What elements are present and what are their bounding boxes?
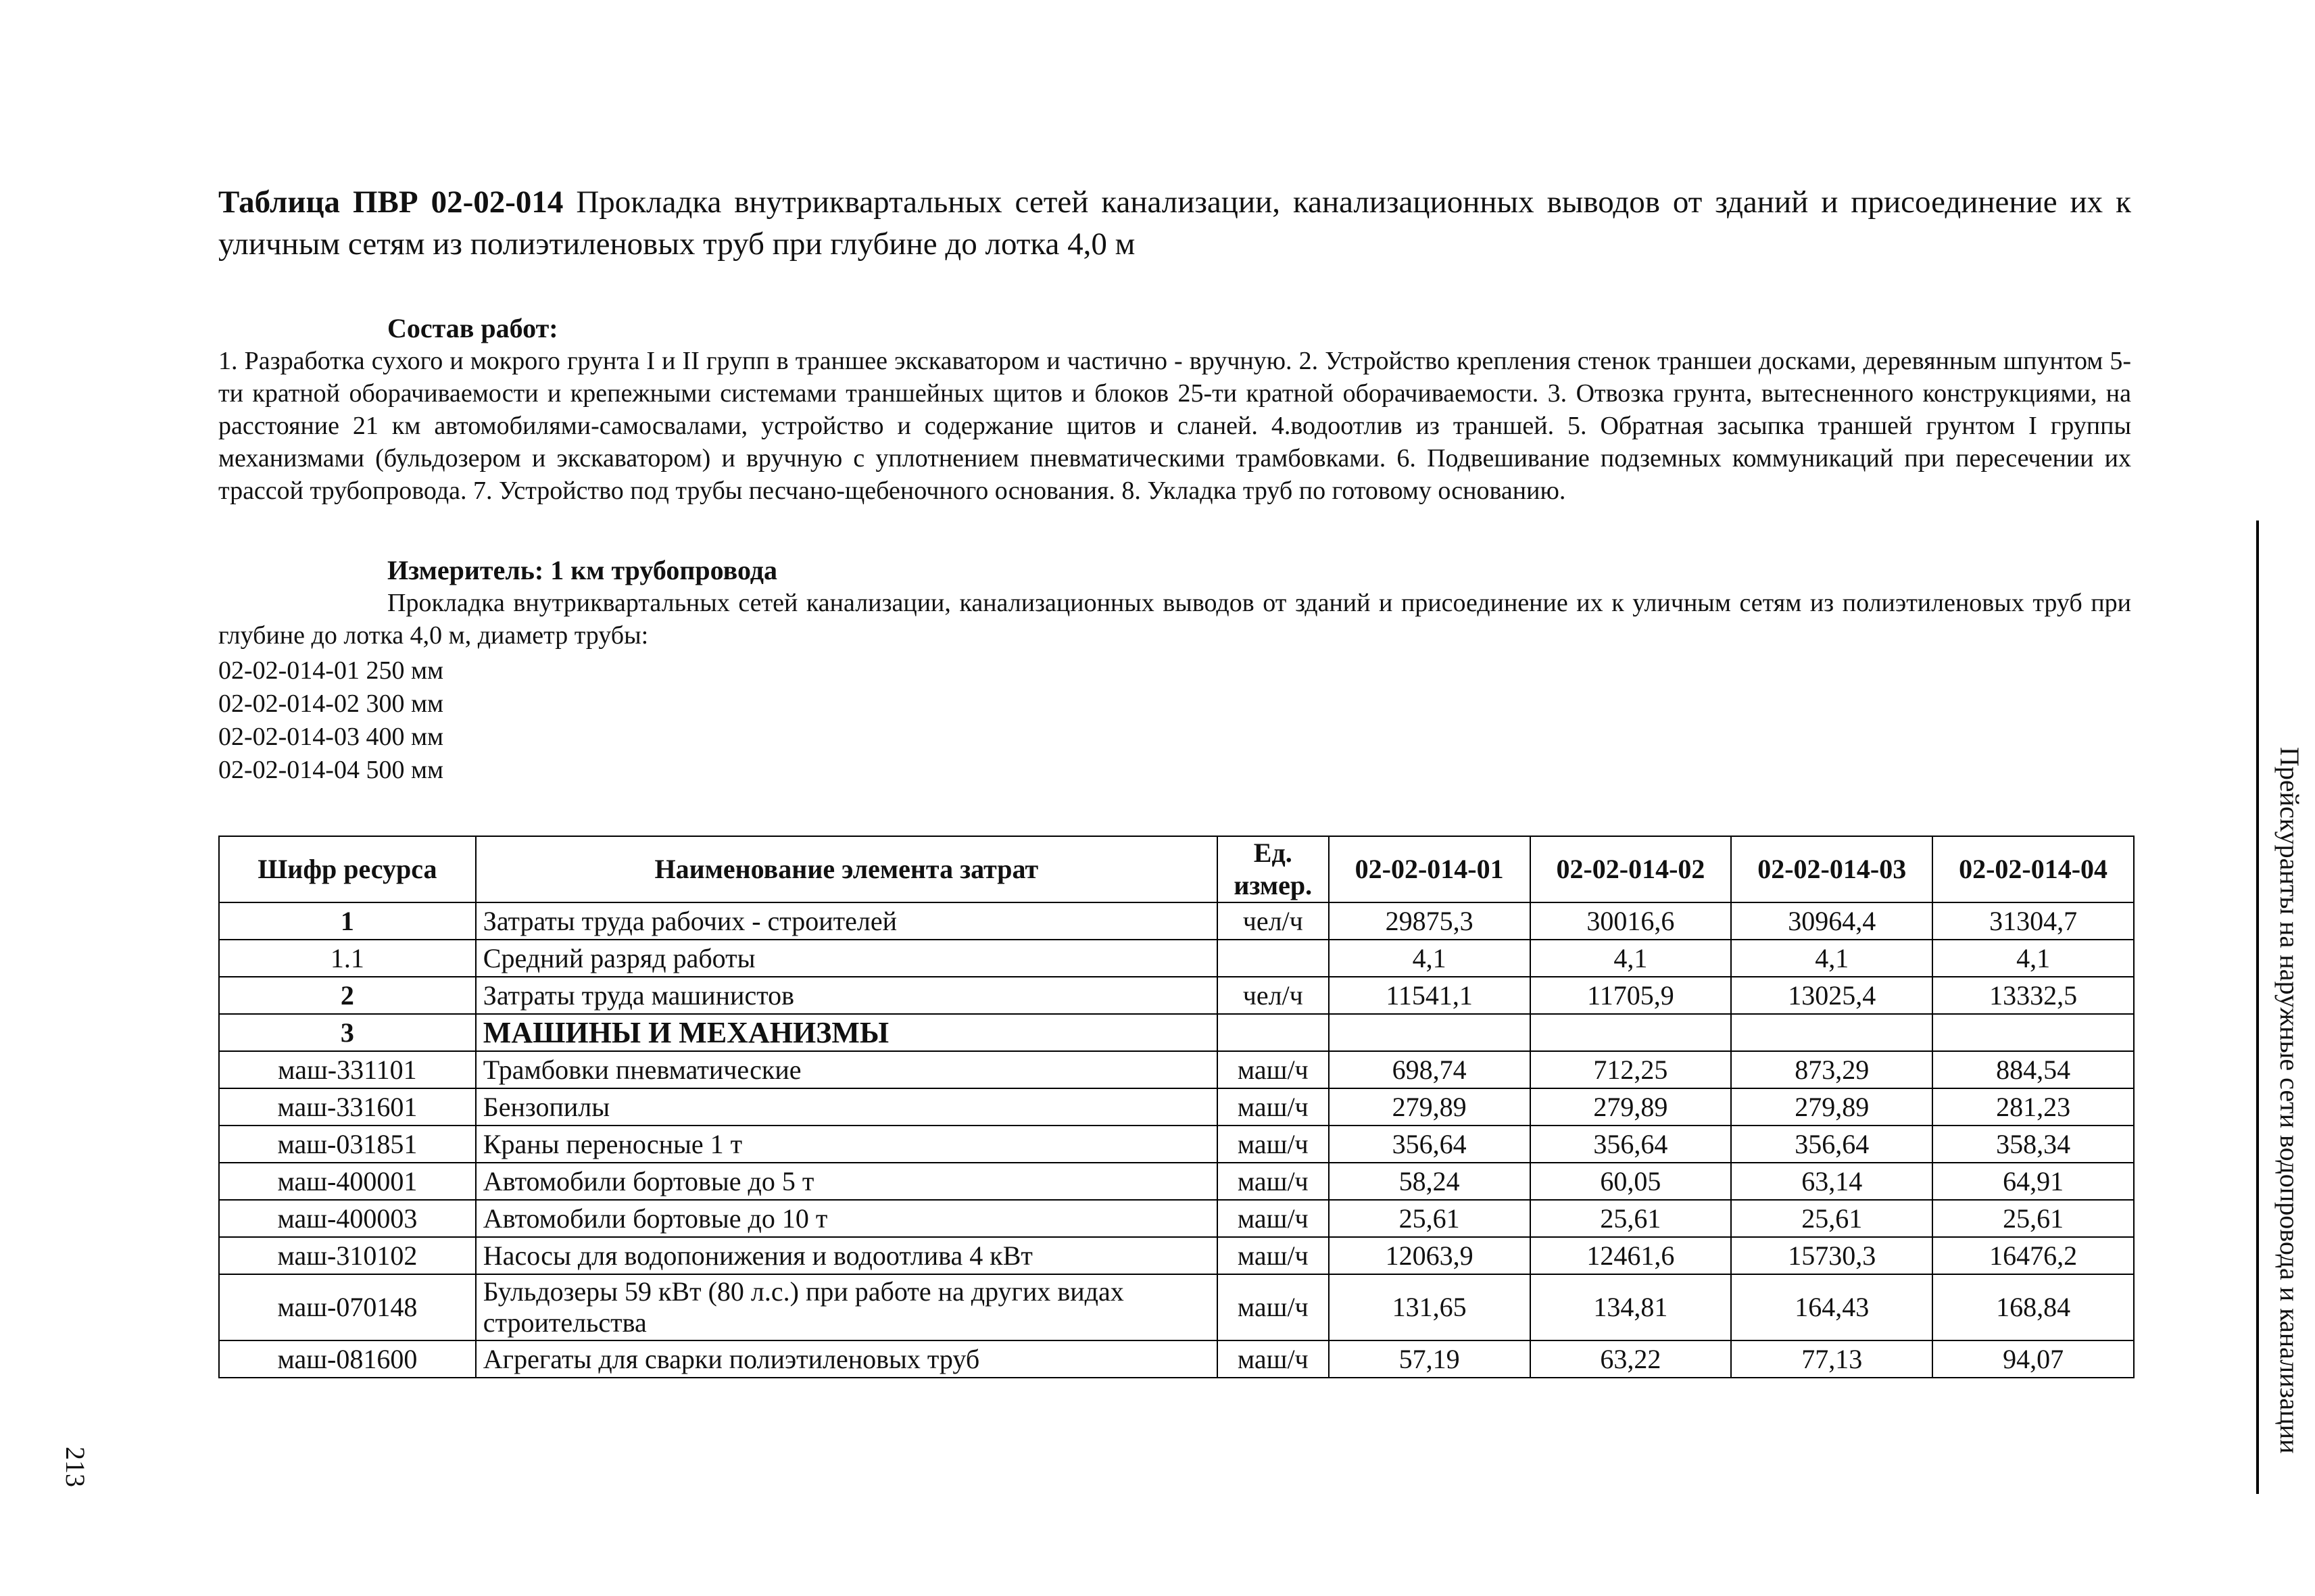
cell-code: маш-400001	[219, 1163, 476, 1200]
cell-value: 712,25	[1530, 1051, 1732, 1088]
cell-name: Автомобили бортовые до 5 т	[476, 1163, 1217, 1200]
cell-value: 25,61	[1530, 1200, 1732, 1237]
cell-value: 30964,4	[1731, 902, 1932, 940]
cell-value: 4,1	[1530, 940, 1732, 977]
side-caption: Прейскуранты на наружные сети водопровода и канализации	[2274, 747, 2305, 1454]
diameter-code-item: 02-02-014-03 400 мм	[218, 723, 444, 751]
diameter-code-list	[218, 654, 2131, 787]
cell-value: 356,64	[1731, 1126, 1932, 1163]
cell-value: 60,05	[1530, 1163, 1732, 1200]
diameter-code-item: 02-02-014-01 250 мм	[218, 656, 444, 685]
cell-value: 698,74	[1329, 1051, 1530, 1088]
table-title-code: Таблица ПВР 02-02-014	[218, 185, 564, 220]
cell-value: 884,54	[1932, 1051, 2134, 1088]
cell-unit: маш/ч	[1217, 1200, 1329, 1237]
cell-value: 29875,3	[1329, 902, 1530, 940]
cell-value: 279,89	[1329, 1088, 1530, 1126]
table-title-text: Прокладка внутриквартальных сетей канализации, канализационных выводов от зданий и присоединение их к уличным сетям из полиэтиленовых труб при глубине до лотка 4,0 м	[218, 185, 2131, 262]
resource-table	[218, 836, 2135, 1378]
diameter-code-item: 02-02-014-04 500 мм	[218, 756, 444, 784]
cell-value: 13025,4	[1731, 977, 1932, 1014]
cell-code: 1.1	[219, 940, 476, 977]
cell-value: 63,14	[1731, 1163, 1932, 1200]
table-row	[219, 1126, 2134, 1163]
table-row	[219, 1088, 2134, 1126]
cell-value: 4,1	[1329, 940, 1530, 977]
cell-code: маш-400003	[219, 1200, 476, 1237]
cell-value: 131,65	[1329, 1274, 1530, 1340]
table-row	[219, 1340, 2134, 1378]
table-row	[219, 1163, 2134, 1200]
cell-code: маш-031851	[219, 1126, 476, 1163]
cell-unit: маш/ч	[1217, 1126, 1329, 1163]
cell-unit: чел/ч	[1217, 902, 1329, 940]
cell-unit	[1217, 1014, 1329, 1051]
cell-code: маш-331101	[219, 1051, 476, 1088]
table-row	[219, 1051, 2134, 1088]
cell-unit: маш/ч	[1217, 1340, 1329, 1378]
cell-code: 2	[219, 977, 476, 1014]
cell-value: 11541,1	[1329, 977, 1530, 1014]
cell-unit: чел/ч	[1217, 977, 1329, 1014]
cell-value: 279,89	[1530, 1088, 1732, 1126]
header-unit: Ед. измер.	[1217, 836, 1329, 902]
cell-value: 168,84	[1932, 1274, 2134, 1340]
cell-value: 31304,7	[1932, 902, 2134, 940]
cell-value: 63,22	[1530, 1340, 1732, 1378]
measure-heading: Измеритель: 1 км трубопровода	[387, 555, 778, 585]
cell-name: Средний разряд работы	[476, 940, 1217, 977]
cell-value	[1932, 1014, 2134, 1051]
cell-value: 64,91	[1932, 1163, 2134, 1200]
cell-name: Затраты труда рабочих - строителей	[476, 902, 1217, 940]
cell-unit: маш/ч	[1217, 1051, 1329, 1088]
cell-value: 279,89	[1731, 1088, 1932, 1126]
cell-value: 13332,5	[1932, 977, 2134, 1014]
header-col-02: 02-02-014-02	[1530, 836, 1732, 902]
table-row	[219, 940, 2134, 977]
header-code: Шифр ресурса	[219, 836, 476, 902]
cell-code: маш-331601	[219, 1088, 476, 1126]
cell-code: 1	[219, 902, 476, 940]
composition-heading: Состав работ:	[387, 313, 558, 343]
cell-value: 134,81	[1530, 1274, 1732, 1340]
header-col-04: 02-02-014-04	[1932, 836, 2134, 902]
cell-value: 358,34	[1932, 1126, 2134, 1163]
cell-name: Бензопилы	[476, 1088, 1217, 1126]
cell-value	[1530, 1014, 1732, 1051]
cell-name: Насосы для водопонижения и водоотлива 4 кВт	[476, 1237, 1217, 1274]
table-title	[218, 181, 2131, 265]
cell-value: 58,24	[1329, 1163, 1530, 1200]
cell-code: маш-081600	[219, 1340, 476, 1378]
cell-value: 11705,9	[1530, 977, 1732, 1014]
cell-value: 77,13	[1731, 1340, 1932, 1378]
cell-value: 356,64	[1329, 1126, 1530, 1163]
cell-name: Бульдозеры 59 кВт (80 л.с.) при работе на других видах строительства	[476, 1274, 1217, 1340]
cell-name: Трамбовки пневматические	[476, 1051, 1217, 1088]
table-row	[219, 902, 2134, 940]
document-body	[218, 181, 2131, 787]
cell-value	[1329, 1014, 1530, 1051]
cell-code: маш-070148	[219, 1274, 476, 1340]
cell-name: Агрегаты для сварки полиэтиленовых труб	[476, 1340, 1217, 1378]
header-col-01: 02-02-014-01	[1329, 836, 1530, 902]
cell-code: 3	[219, 1014, 476, 1051]
measure-text: Прокладка внутриквартальных сетей канализации, канализационных выводов от зданий и присоединение их к уличным сетям из полиэтиленовых труб при глубине до лотка 4,0 м, диаметр трубы:	[218, 589, 2131, 650]
table-row	[219, 1237, 2134, 1274]
cell-value: 57,19	[1329, 1340, 1530, 1378]
header-name: Наименование элемента затрат	[476, 836, 1217, 902]
cell-name: Затраты труда машинистов	[476, 977, 1217, 1014]
cell-value: 94,07	[1932, 1340, 2134, 1378]
cell-value: 164,43	[1731, 1274, 1932, 1340]
cell-value: 4,1	[1731, 940, 1932, 977]
cell-value	[1731, 1014, 1932, 1051]
table-header-row	[219, 836, 2134, 902]
table-row	[219, 1200, 2134, 1237]
page-number: 213	[60, 1447, 91, 1487]
cell-unit: маш/ч	[1217, 1088, 1329, 1126]
diameter-code-item: 02-02-014-02 300 мм	[218, 690, 444, 718]
cell-value: 16476,2	[1932, 1237, 2134, 1274]
cell-value: 12063,9	[1329, 1237, 1530, 1274]
cell-value: 15730,3	[1731, 1237, 1932, 1274]
cell-name: Краны переносные 1 т	[476, 1126, 1217, 1163]
cell-value: 25,61	[1329, 1200, 1530, 1237]
cell-value: 356,64	[1530, 1126, 1732, 1163]
cell-value: 12461,6	[1530, 1237, 1732, 1274]
cell-value: 873,29	[1731, 1051, 1932, 1088]
side-divider-line	[2256, 521, 2259, 1494]
table-row	[219, 977, 2134, 1014]
cell-unit: маш/ч	[1217, 1163, 1329, 1200]
table-row-section	[219, 1014, 2134, 1051]
cell-unit: маш/ч	[1217, 1274, 1329, 1340]
cell-value: 25,61	[1731, 1200, 1932, 1237]
cell-unit: маш/ч	[1217, 1237, 1329, 1274]
cell-value: 25,61	[1932, 1200, 2134, 1237]
header-col-03: 02-02-014-03	[1731, 836, 1932, 902]
cell-name: МАШИНЫ И МЕХАНИЗМЫ	[476, 1014, 1217, 1051]
composition-text: 1. Разработка сухого и мокрого грунта I и II групп в траншее экскаватором и частично - вручную. 2. Устройство крепления стенок траншеи досками, деревянным шпунтом 5-ти кратной оборачиваемости и крепежными системами траншейных щитов и блоков 25-ти кратной оборачиваемости. 3. Отвозка грунта, вытесненного конструкциями, на расстояние 21 км автомобилями-самосвалами, устройство и содержание щитов и сланей. 4.водоотлив из траншей. 5. Обратная засыпка траншей грунтом I группы механизмами (бульдозером и экскаватором) и вручную с уплотнением пневматическими трамбовками. 6. Подвешивание подземных коммуникаций при пересечении их трассой трубопровода. 7. Устройство под трубы песчано-щебеночного основания. 8. Укладка труб по готовому основанию.	[218, 347, 2131, 505]
cell-value: 4,1	[1932, 940, 2134, 977]
cell-unit	[1217, 940, 1329, 977]
cell-name: Автомобили бортовые до 10 т	[476, 1200, 1217, 1237]
cell-code: маш-310102	[219, 1237, 476, 1274]
cell-value: 281,23	[1932, 1088, 2134, 1126]
table-row	[219, 1274, 2134, 1340]
cell-value: 30016,6	[1530, 902, 1732, 940]
